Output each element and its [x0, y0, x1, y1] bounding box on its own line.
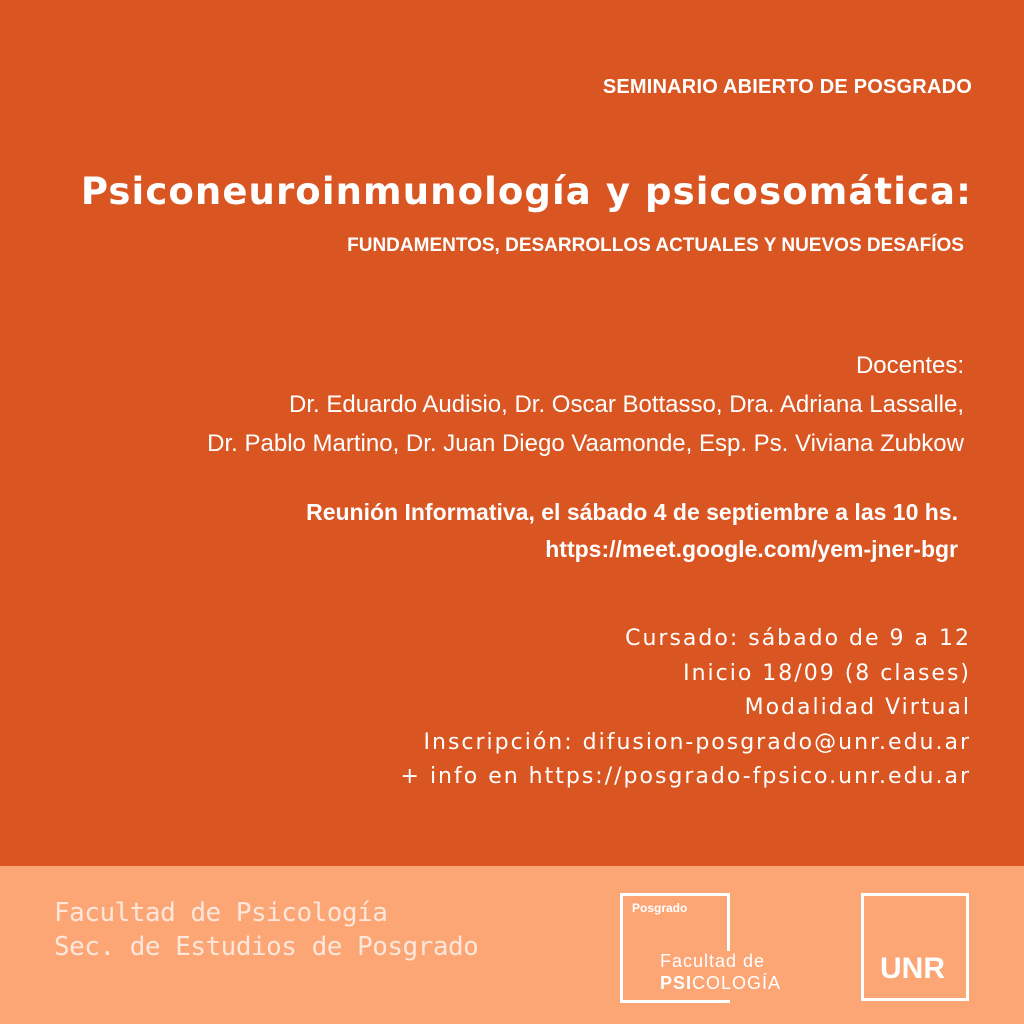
course-info-link[interactable]: + info en https://posgrado-fpsico.unr.edu.ar: [400, 764, 971, 789]
logo-psi-bold: PSI: [660, 973, 693, 993]
course-mode: Modalidad Virtual: [744, 695, 971, 720]
page-subtitle: FUNDAMENTOS, DESARROLLOS ACTUALES Y NUEVOS DESAFÍOS: [347, 235, 964, 256]
course-schedule: Cursado: sábado de 9 a 12: [625, 626, 971, 651]
faculty-line: Sec. de Estudios de Posgrado: [54, 932, 479, 962]
course-start: Inicio 18/09 (8 clases): [683, 660, 971, 686]
logo-frame-edge: [727, 893, 730, 951]
teachers-line: Dr. Pablo Martino, Dr. Juan Diego Vaamonde, Esp. Ps. Viviana Zubkow: [207, 430, 964, 457]
logo-facultad-text: Facultad de: [660, 951, 766, 971]
meeting-info: Reunión Informativa, el sábado 4 de septiembre a las 10 hs.: [306, 499, 958, 525]
course-info-block: [401, 622, 971, 795]
course-registration[interactable]: Inscripción: difusion-posgrado@unr.edu.ar: [423, 729, 971, 755]
teachers-heading: Docentes:: [855, 352, 964, 379]
meeting-block: [306, 494, 958, 568]
logo-psi-rest: COLOGÍA: [692, 973, 782, 993]
meeting-link[interactable]: https://meet.google.com/yem-jner-bgr: [545, 536, 958, 562]
seminar-label: SEMINARIO ABIERTO DE POSGRADO: [602, 76, 972, 98]
page-title: Psiconeuroinmunología y psicosomática:: [80, 170, 972, 213]
psicologia-posgrado-logo: [620, 893, 800, 1003]
teachers-block: [207, 346, 964, 463]
logo-posgrado-text: Posgrado: [632, 901, 688, 915]
footer: [0, 866, 1024, 1024]
unr-logo-text: UNR: [880, 952, 945, 985]
faculty-line: Facultad de Psicología: [54, 898, 388, 928]
logo-psicologia-text: [660, 973, 781, 994]
teachers-line: Dr. Eduardo Audisio, Dr. Oscar Bottasso, Dra. Adriana Lassalle,: [289, 391, 964, 418]
unr-logo: [861, 893, 969, 1001]
faculty-name: [54, 896, 478, 964]
